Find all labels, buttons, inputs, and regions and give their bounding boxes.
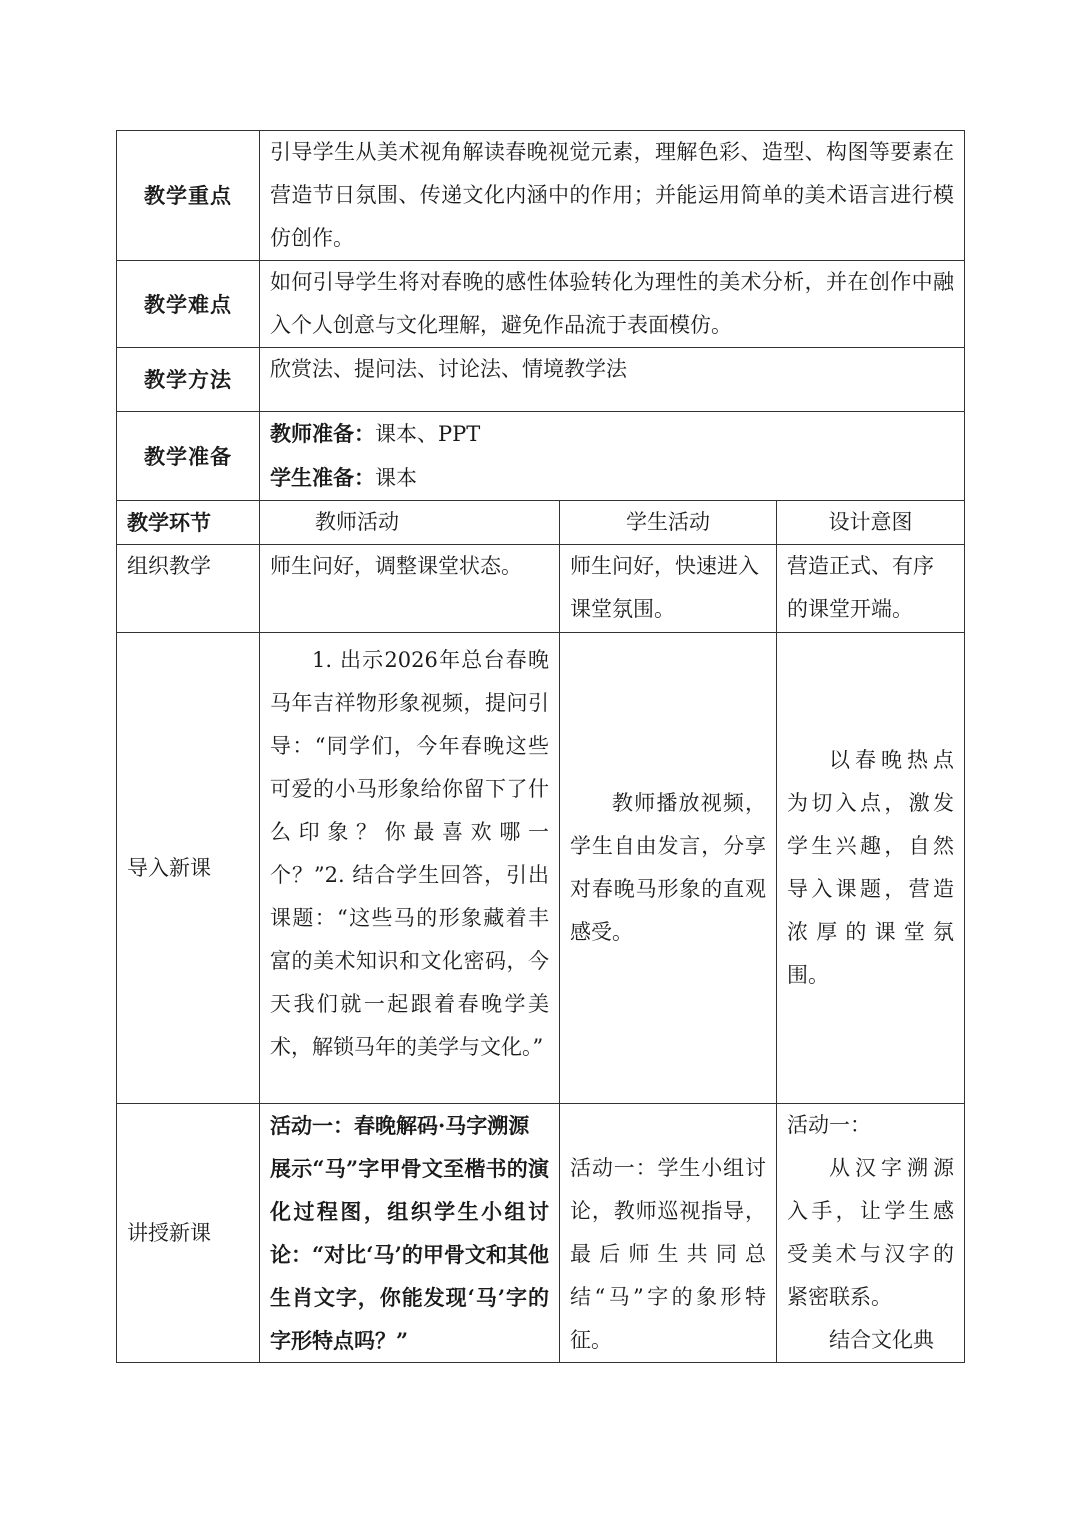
- student-prep-label: 学生准备：: [270, 465, 375, 490]
- teacher-prep-value: 课本、PPT: [375, 422, 481, 446]
- methods-label: 教学方法: [117, 348, 260, 412]
- col-header-intent: 设计意图: [777, 501, 965, 545]
- key-points-label: 教学重点: [117, 131, 260, 261]
- difficulties-text: 如何引导学生将对春晚的感性体验转化为理性的美术分析，并在创作中融入个人创意与文化理解，避免作品流于表面模仿。: [260, 261, 965, 348]
- lesson-plan-table: [116, 130, 965, 1363]
- teacher-prep-label: 教师准备：: [270, 421, 375, 446]
- preparation-label: 教学准备: [117, 412, 260, 501]
- key-points-text: 引导学生从美术视角解读春晚视觉元素，理解色彩、造型、构图等要素在营造节日氛围、传递文化内涵中的作用；并能运用简单的美术语言进行模仿创作。: [260, 131, 965, 261]
- intent-text: 从汉字溯源入手，让学生感受美术与汉字的紧密联系。: [787, 1156, 954, 1309]
- difficulties-label: 教学难点: [117, 261, 260, 348]
- stage-cell: 导入新课: [117, 633, 260, 1104]
- student-prep: [270, 456, 954, 500]
- teacher-prep: [270, 412, 954, 456]
- teacher-activity-cell: 1. 出示2026年总台春晚马年吉祥物形象视频，提问引导：“同学们，今年春晚这些可爱的小马形象给你留下了什么印象？你最喜欢哪一个？”2. 结合学生回答，引出课题：“这些马的形象藏着丰富的美术知识和文化密码，今天我们就一起跟着春晚学美术，解锁马年的美学与文化。”: [260, 633, 560, 1104]
- intent-title: 活动一：: [787, 1113, 871, 1137]
- activity-text: 展示“马”字甲骨文至楷书的演化过程图，组织学生小组讨论：“对比‘马’的甲骨文和其他生肖文字，你能发现‘马’字的字形特点吗？”: [270, 1156, 549, 1353]
- student-activity-cell: 教师播放视频，学生自由发言，分享对春晚马形象的直观感受。: [560, 633, 777, 1104]
- table-row: [117, 633, 965, 1104]
- stage-cell: 讲授新课: [117, 1104, 260, 1363]
- preparation-content: [260, 412, 965, 501]
- teacher-activity-cell: [260, 1104, 560, 1363]
- intent-cell: 以春晚热点为切入点，激发学生兴趣，自然导入课题，营造浓厚的课堂氛围。: [777, 633, 965, 1104]
- methods-row: [117, 348, 965, 412]
- column-header-row: [117, 501, 965, 545]
- intent-text-more: 结合文化典: [829, 1328, 934, 1352]
- student-activity-cell: 活动一：学生小组讨论，教师巡视指导，最后师生共同总结“马”字的象形特征。: [560, 1104, 777, 1363]
- stage-cell: 组织教学: [117, 545, 260, 633]
- activity-title: 活动一：春晚解码·马字溯源: [270, 1113, 530, 1138]
- student-prep-value: 课本: [375, 466, 417, 490]
- difficulties-row: [117, 261, 965, 348]
- col-header-stage: 教学环节: [117, 501, 260, 545]
- teacher-activity-cell: 师生问好，调整课堂状态。: [260, 545, 560, 633]
- intent-cell: 营造正式、有序的课堂开端。: [777, 545, 965, 633]
- intent-cell: [777, 1104, 965, 1363]
- table-row: [117, 1104, 965, 1363]
- key-points-row: [117, 131, 965, 261]
- student-activity-cell: 师生问好，快速进入课堂氛围。: [560, 545, 777, 633]
- table-row: [117, 545, 965, 633]
- preparation-row: [117, 412, 965, 501]
- col-header-teacher: 教师活动: [260, 501, 560, 545]
- methods-text: 欣赏法、提问法、讨论法、情境教学法: [260, 348, 965, 412]
- col-header-student: 学生活动: [560, 501, 777, 545]
